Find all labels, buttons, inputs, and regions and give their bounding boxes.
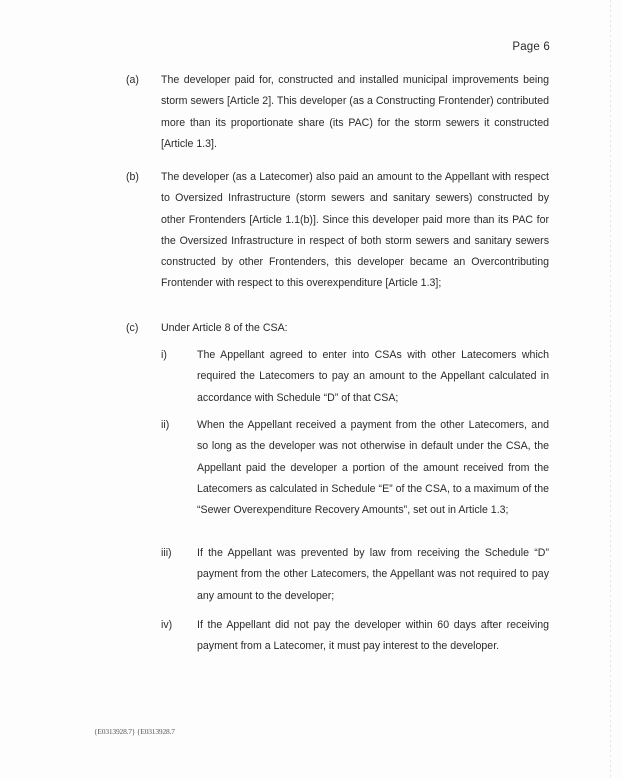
subparagraph-label: iv) bbox=[161, 619, 173, 631]
subparagraph-text: If the Appellant did not pay the developer within 60 days after receiving payment from a Latecomer, it must pay interest to the developer. bbox=[197, 619, 549, 653]
paragraph-label: (b) bbox=[126, 171, 139, 183]
page-number: Page 6 bbox=[512, 41, 550, 53]
document-reference-footer: {E0313928.7} {E0313928.7 bbox=[94, 727, 175, 736]
paragraph-label: (c) bbox=[126, 322, 139, 334]
subparagraph-label: iii) bbox=[161, 547, 172, 559]
subparagraph-label: ii) bbox=[161, 419, 170, 431]
subparagraph-text: If the Appellant was prevented by law from receiving the Schedule “D” payment from the other Latecomers, the Appellant was not required to pay any amount to the developer; bbox=[197, 547, 549, 602]
paragraph-text: The developer (as a Latecomer) also paid an amount to the Appellant with respect to Oversized Infrastructure (storm sewers and sanitary sewers) constructed by other Frontenders [Article 1.1(b)]. Since this developer paid more than its PAC for the Oversized Infrastructure in respect of both storm sewers and sanitary sewers constructed by other Frontenders, this developer became an Overcontributing Frontender with respect to this overexpenditure [Article 1.3]; bbox=[161, 171, 549, 290]
subparagraph-text: The Appellant agreed to enter into CSAs with other Latecomers which required the Latecomers to pay an amount to the Appellant calculated in accordance with Schedule “D” of that CSA; bbox=[197, 349, 549, 404]
paragraph-text: The developer paid for, constructed and installed municipal improvements being storm sewers [Article 2]. This developer (as a Constructing Frontender) contributed more than its proportionate share (its PAC) for the storm sewers it constructed [Article 1.3]. bbox=[161, 74, 549, 150]
paragraph-text: Under Article 8 of the CSA: bbox=[161, 322, 288, 334]
subparagraph-label: i) bbox=[161, 349, 167, 361]
subparagraph-text: When the Appellant received a payment from the other Latecomers, and so long as the developer was not otherwise in default under the CSA, the Appellant paid the developer a portion of the amount received from the Latecomers as calculated in Schedule “E” of the CSA, to a maximum of the “Sewer Overexpenditure Recovery Amounts”, set out in Article 1.3; bbox=[197, 419, 549, 517]
page-edge-scan-artifact bbox=[610, 0, 611, 779]
paragraph-label: (a) bbox=[126, 74, 139, 86]
